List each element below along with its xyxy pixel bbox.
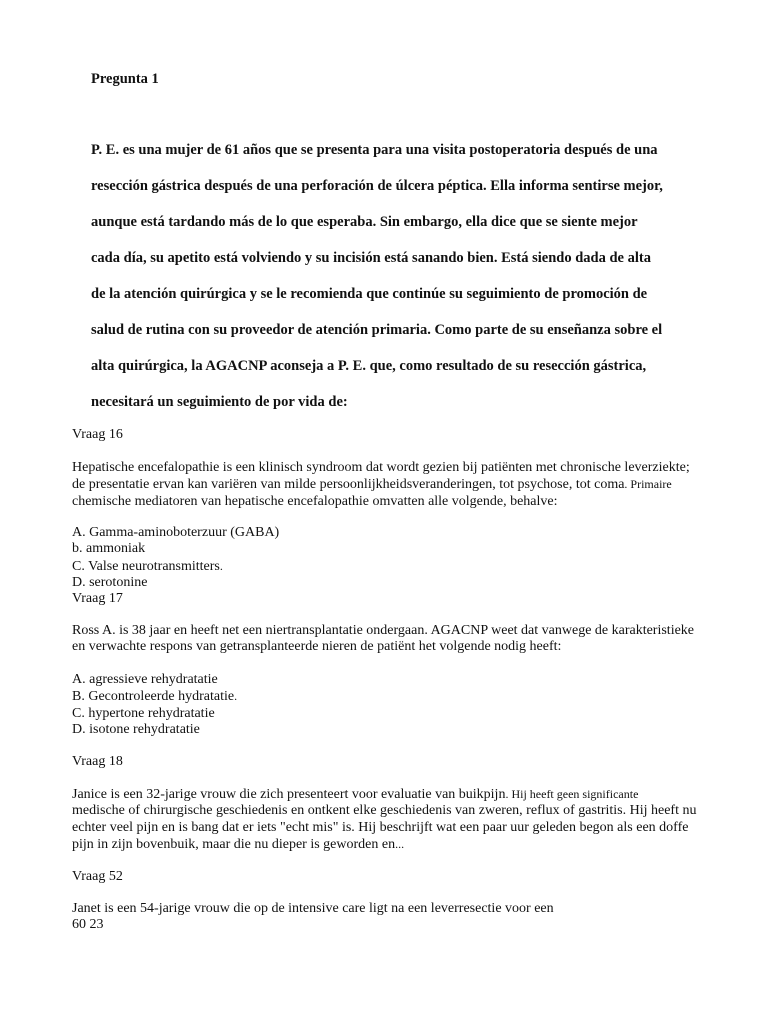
option-a: A. agressieve rehydratatie [72, 672, 218, 687]
question-16-options [72, 525, 752, 592]
option-c-dot: . [219, 558, 223, 573]
question-1-line: resección gástrica después de una perforación de úlcera péptica. Ella informa sentirse mejor, [91, 178, 663, 194]
option-d: D. isotone rehydratatie [72, 722, 200, 738]
option-b: b. ammoniak [72, 541, 146, 557]
question-52-text [72, 901, 752, 934]
question-1-line: cada día, su apetito está volviendo y su incisión está sanando bien. Está siendo dada de alta [91, 250, 651, 266]
page-numbers: 60 23 [72, 917, 104, 933]
question-17-text [72, 623, 752, 656]
question-16-text [72, 460, 752, 510]
option-b-text: B. Gecontroleerde hydratatie [72, 689, 235, 705]
question-17-line: en verwachte respons van getransplanteerde nieren de patiënt het volgende nodig heeft: [72, 639, 562, 655]
question-1-line: alta quirúrgica, la AGACNP aconseja a P. E. que, como resultado de su resección gástrica, [91, 358, 647, 374]
question-18-line-part: ... [395, 837, 405, 852]
question-52-heading: Vraag 52 [72, 869, 123, 884]
question-17-line: Ross A. is 38 jaar en heeft net een niertransplantatie ondergaan. AGACNP weet dat vanwege de karakteristieke [72, 623, 695, 638]
question-17-heading: Vraag 17 [72, 591, 123, 606]
question-18-line-part: pijn in zijn bovenbuik, maar die nu dieper is geworden en [72, 837, 396, 853]
option-b-dot: . [234, 689, 238, 704]
question-1-line: necesitará un seguimiento de por vida de: [91, 394, 348, 410]
question-18-line: echter veel pijn en is bang dat er iets "echt mis" is. Hij beschrijft wat een paar uur geleden begon als een doffe [72, 819, 689, 835]
question-1-text [91, 141, 711, 429]
option-c-text: C. Valse neurotransmitters [72, 558, 220, 574]
option-c: C. hypertone rehydratatie [72, 705, 215, 721]
question-16-heading: Vraag 16 [72, 427, 123, 442]
option-d: D. serotonine [72, 575, 148, 591]
question-52-line: Janet is een 54-jarige vrouw die op de intensive care ligt na een leverresectie voor een [72, 901, 554, 916]
question-18-line [72, 786, 752, 803]
question-18-text [72, 786, 752, 854]
question-16-line-part: de presentatie ervan kan variëren van milde persoonlijkheidsveranderingen, tot psychose, tot coma [72, 477, 625, 493]
question-18-line [72, 836, 752, 853]
question-1-heading: Pregunta 1 [91, 71, 159, 87]
question-1-line: de la atención quirúrgica y se le recomienda que continúe su seguimiento de promoción de [91, 286, 648, 302]
question-16-line [72, 476, 752, 493]
question-1-line: P. E. es una mujer de 61 años que se presenta para una visita postoperatoria después de una [91, 142, 658, 158]
question-17-options [72, 672, 752, 739]
question-18-line-part: Janice is een 32-jarige vrouw die zich presenteert voor evaluatie van buikpijn [72, 787, 506, 802]
question-16-line: chemische mediatoren van hepatische encefalopathie omvatten alle volgende, behalve: [72, 493, 558, 509]
question-16-line-part: . Primaire [624, 477, 672, 492]
option-b [72, 688, 752, 705]
option-a: A. Gamma-aminoboterzuur (GABA) [72, 525, 280, 540]
question-18-heading: Vraag 18 [72, 754, 123, 769]
question-1-line: aunque está tardando más de lo que esperaba. Sin embargo, ella dice que se siente mejor [91, 214, 638, 230]
question-16-line: Hepatische encefalopathie is een klinisch syndroom dat wordt gezien bij patiënten met chronische leverziekte; [72, 460, 690, 475]
question-18-line-part: . Hij heeft geen significante [505, 787, 639, 801]
question-18-line: medische of chirurgische geschiedenis en ontkent elke geschiedenis van zweren, reflux of gastritis. Hij heeft nu [72, 803, 697, 819]
question-1-line: salud de rutina con su proveedor de atención primaria. Como parte de su enseñanza sobre el [91, 322, 663, 338]
option-c [72, 558, 752, 575]
